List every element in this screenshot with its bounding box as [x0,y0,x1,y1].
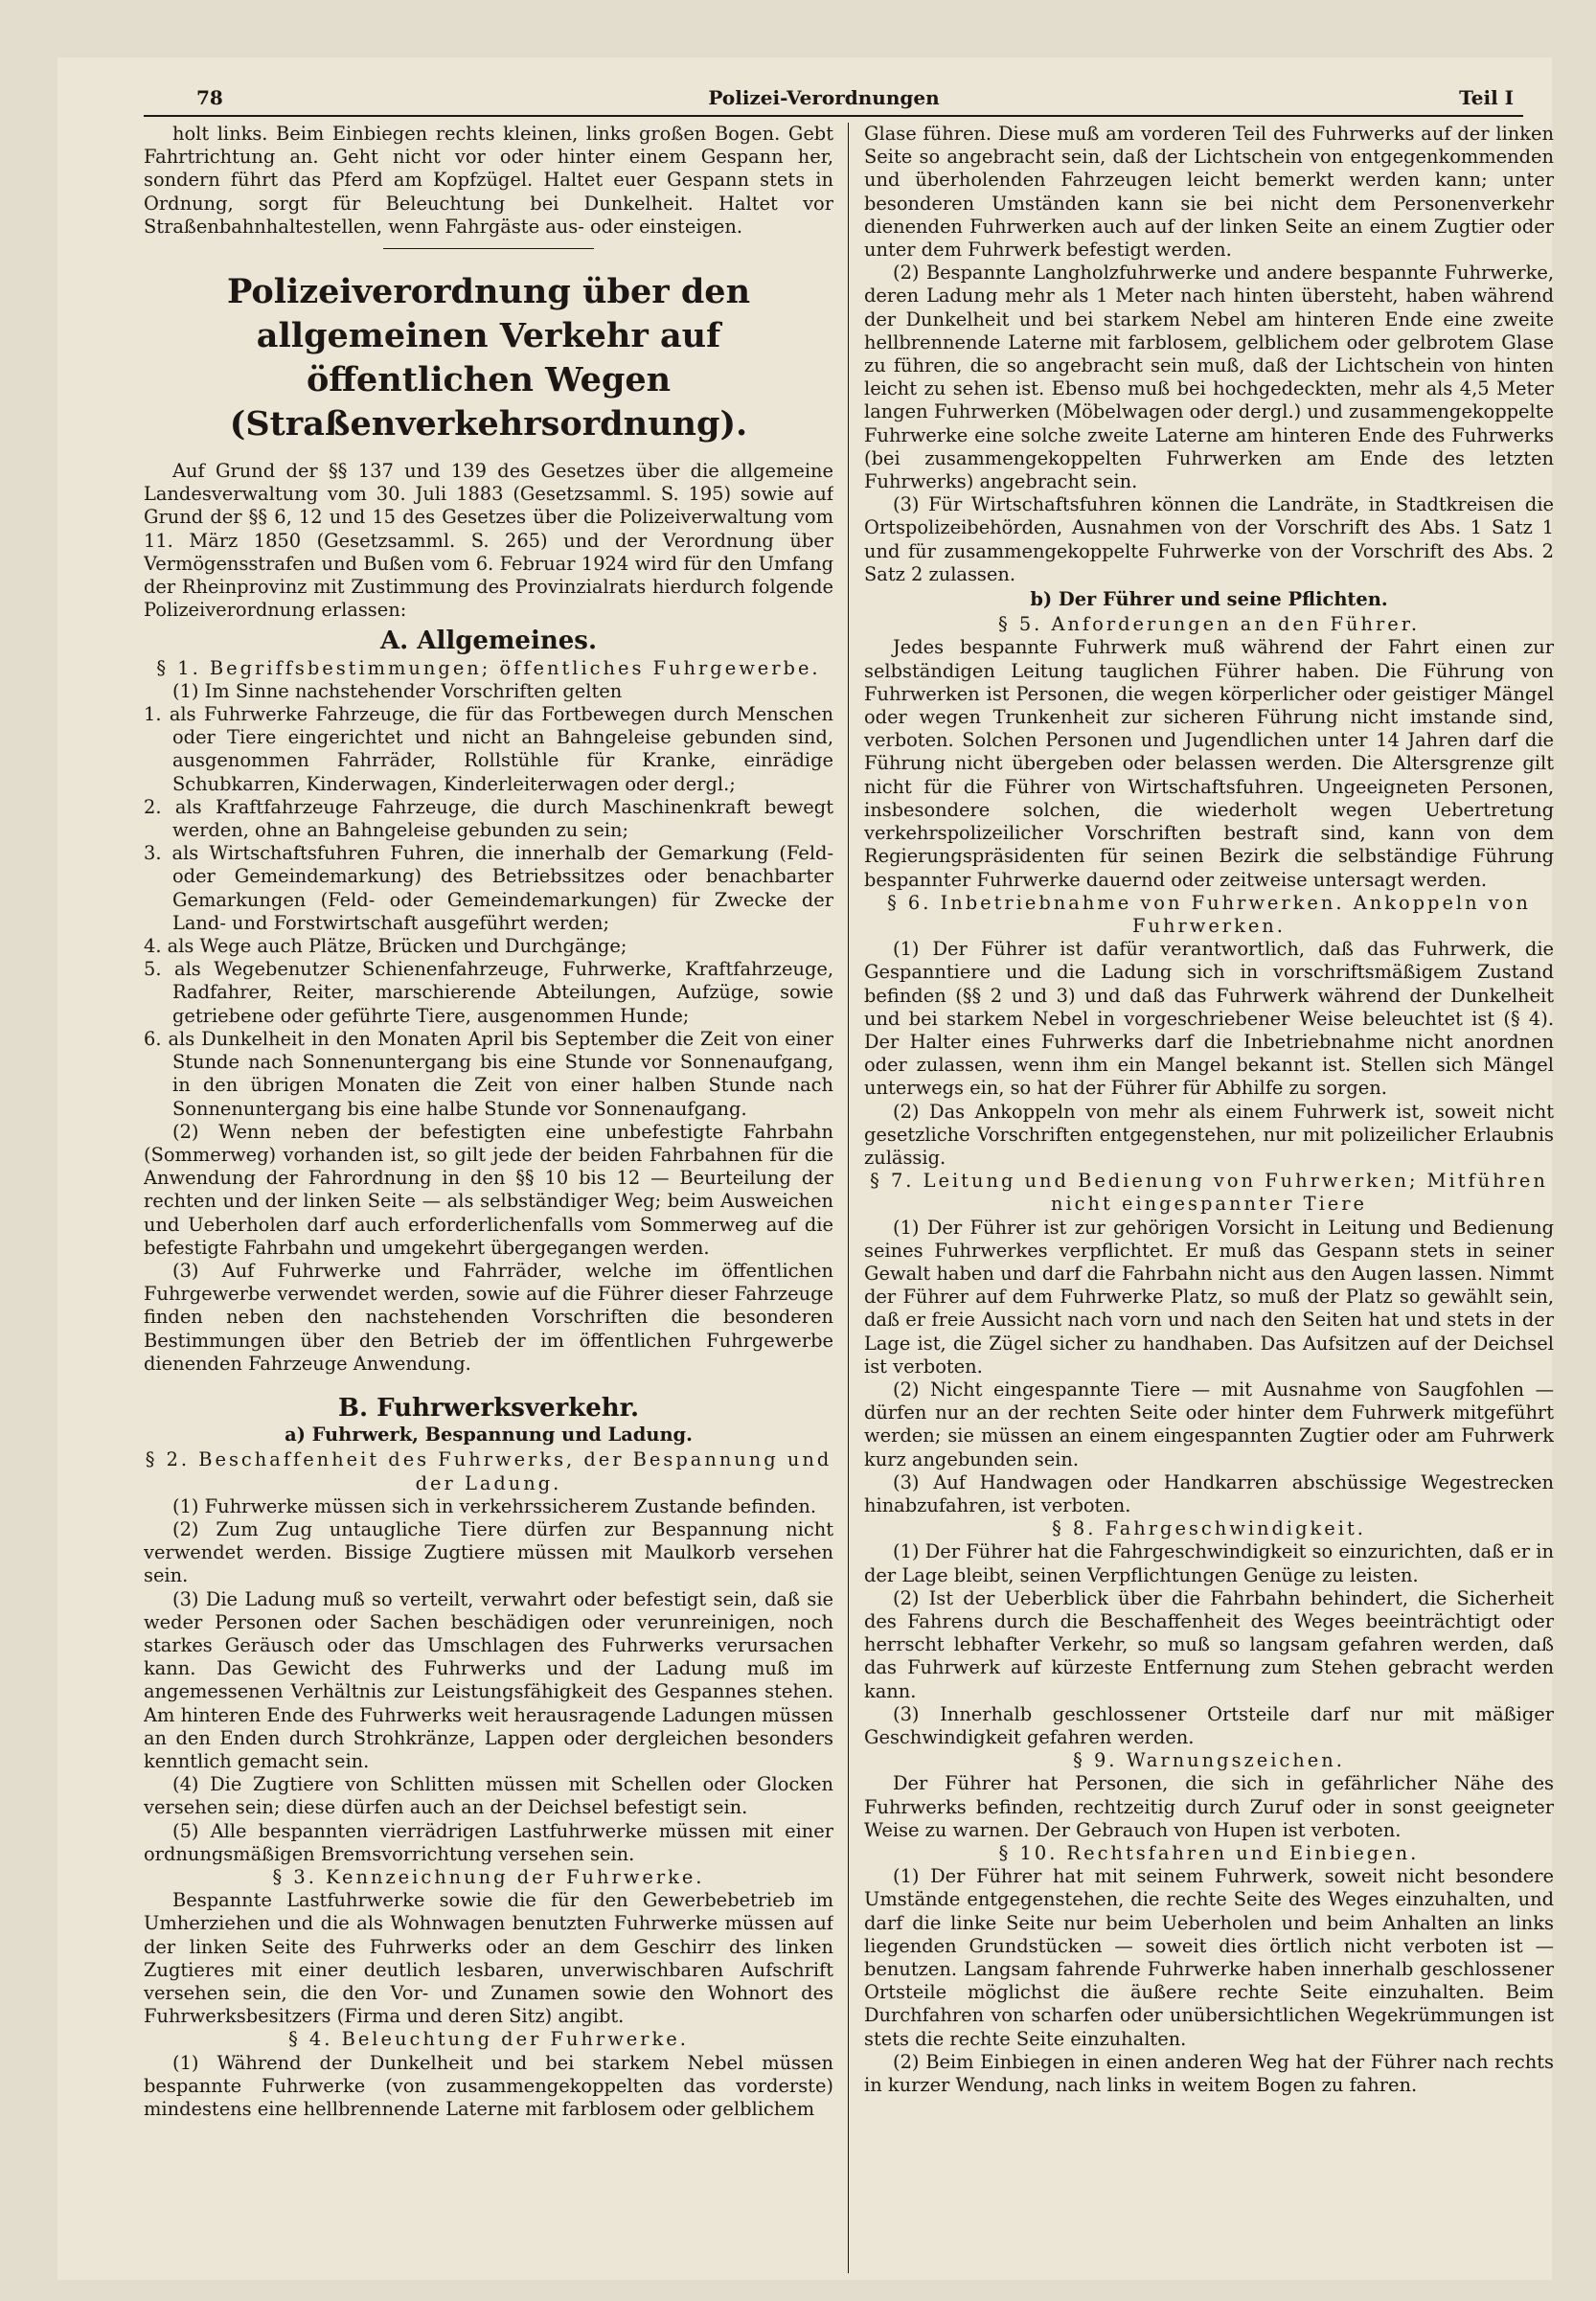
section-b-heading: B. Fuhrwerksverkehr. [337,1393,640,1423]
section-a-heading: A. Allgemeines. [380,627,597,656]
paragraph-text: (1) Der Führer hat die Fahrgeschwindigkeit so einzurichten, daß er in der Lage bleibt, seinen Verpflichtungen Genüge zu leisten. [864,1540,1554,1586]
header-rule [144,115,1523,117]
paragraph-10-title: § 10. Rechtsfahren und Einbiegen. [998,1842,1420,1865]
paragraph-text: (2) Ist der Ueberblick über die Fahrbahn behindert, die Sicherheit des Fahrens durch die Beschaffenheit des Weges beeinträchtigt oder herrscht lebhafter Verkehr, so muß so langsam gefahren werden, daß das Fuhrwerk auf kürzeste Entfernung zum Stehen gebracht werden kann. [864,1586,1554,1702]
spacer [144,1376,833,1389]
list-item: 5. als Wegebenutzer Schienenfahrzeuge, Fuhrwerke, Kraftfahrzeuge, Radfahrer, Reiter, marschierende Abteilungen, Aufzüge, sowie getriebene oder geführte Tiere, ausgenommen Hunde; [144,958,833,1027]
paragraph-8-title: § 8. Fahrgeschwindigkeit. [1052,1517,1366,1540]
paragraph-text: (3) Die Ladung muß so verteilt, verwahrt oder befestigt sein, daß sie weder Personen oder Sachen beschädigen oder verunreinigen, noch starkes Geräusch oder das Umschlagen des Fuhrwerks verursachen kann. Das Gewicht des Fuhrwerks und der Ladung muß im angemessenen Verhältnis zur Leistungsfähigkeit des Gespannes stehen. Am hinteren Ende des Fuhrwerks weit herausragende Ladungen müssen an den Enden durch Strohkränze, Lappen oder dergleichen besonders kenntlich gemacht sein. [144,1587,833,1772]
preamble: Auf Grund der §§ 137 und 139 des Gesetzes über die allgemeine Landesverwaltung vom 30. Juli 1883 (Gesetzsamml. S. 195) sowie auf Grund der §§ 6, 12 und 15 des Gesetzes über die Polizeiverwaltung vom 11. März 1850 (Gesetzsamml. S. 265) und der Verordnung über Vermögensstrafen und Bußen vom 6. Februar 1924 wird für den Umfang der Rheinprovinz mit Zustimmung des Provinzialrats hierdurch folgende Polizeiverordnung erlassen: [144,460,833,622]
paragraph-text: (2) Das Ankoppeln von mehr als einem Fuhrwerk ist, soweit nicht gesetzliche Vorschriften entgegenstehen, nur mit polizeilicher Erlaubnis zulässig. [864,1100,1554,1169]
column-divider [848,123,849,2273]
list-item: 4. als Wege auch Plätze, Brücken und Durchgänge; [144,935,627,958]
subsection-a-heading: a) Fuhrwerk, Bespannung und Ladung. [285,1424,693,1447]
paragraph-text: (1) Der Führer ist dafür verantwortlich, daß das Fuhrwerk, die Gespanntiere und die Ladung sich in vorschriftsmäßigem Zustand befinden (§§ 2 und 3) und daß das Fuhrwerk während der Dunkelheit und bei starkem Nebel in vorgeschriebener Weise beleuchtet ist (§ 4). Der Halter eines Fuhrwerks darf die Inbetriebnahme nicht anordnen oder zulassen, wenn ihm ein Mangel bekannt ist. Stellen sich Mängel unterwegs ein, so hat der Führer für Abhilfe zu sorgen. [864,938,1554,1100]
title-separator [383,248,594,249]
paragraph-text: (2) Nicht eingespannte Tiere — mit Ausnahme von Saugfohlen — dürfen nur an der rechten Seite oder hinter dem Fuhrwerk mitgeführt werden; sie müssen an einem eingespannten Zugtier oder am Fuhrwerk kurz angebunden sein. [864,1378,1554,1470]
paragraph-6-title: § 6. Inbetriebnahme von Fuhrwerken. Ankoppeln von Fuhrwerken. [887,891,1531,937]
list-item: 2. als Kraftfahrzeuge Fahrzeuge, die durch Maschinenkraft bewegt werden, ohne an Bahngeleise gebunden zu sein; [144,795,833,842]
list-item: 3. als Wirtschaftsfuhren Fuhren, die innerhalb der Gemarkung (Feld- oder Gemeindemarkung) des Betriebssitzes oder benachbarter Gemarkungen (Feld- oder Gemeindemarkungen) für Zwecke der Land- und Forstwirtschaft ausgeführt werden; [144,842,833,934]
paragraph-1-intro: (1) Im Sinne nachstehender Vorschriften gelten [172,679,623,702]
paragraph-text: (1) Der Führer ist zur gehörigen Vorsicht in Leitung und Bedienung seines Fuhrwerkes verpflichtet. Er muß das Gespann stets in seiner Gewalt haben und darf die Fahrbahn nicht aus den Augen lassen. Nimmt der Führer auf dem Fuhrwerke Platz, so muß der Platz so gewählt sein, daß er freie Aussicht nach vorn und nach den Seiten hat und stets in der Lage ist, die Zügel sicher zu handhaben. Das Aufsitzen auf der Deichsel ist verboten. [864,1216,1554,1378]
paragraph-4-sub-2: (2) Bespannte Langholzfuhrwerke und andere bespannte Fuhrwerke, deren Ladung mehr als 1 Meter nach hinten übersteht, haben während der Dunkelheit und bei starkem Nebel am hinteren Ende eine zweite hellbrennende Laterne mit farblosem, gelblichem oder gelbrotem Glase zu führen, die so angebracht sein muß, daß der Lichtschein von hinten leicht zu sehen ist. Ebenso muß bei hochgedeckten, mehr als 4,5 Meter langen Fuhrwerken (Möbelwagen oder dergl.) und zusammengekoppelte Fuhrwerke eine solche zweite Laterne am hinteren Ende des Fuhrwerks (bei zusammengekoppelten Fuhrwerken am Ende des letzten Fuhrwerks) angebracht sein. [864,262,1554,493]
paragraph-7-title: § 7. Leitung und Bedienung von Fuhrwerken; Mitführen nicht eingespannter Tiere [870,1170,1548,1216]
left-column [144,123,833,2273]
paragraph-5-title: § 5. Anforderungen an den Führer. [997,613,1421,636]
list-item: 6. als Dunkelheit in den Monaten April bis September die Zeit von einer Stunde nach Sonnenuntergang bis eine Stunde vor Sonnenaufgang, in den übrigen Monaten die Zeit von einer halben Stunde nach Sonnenuntergang bis eine halbe Stunde vor Sonnenaufgang. [144,1027,833,1120]
paragraph-9-text: Der Führer hat Personen, die sich in gefährlicher Nähe des Fuhrwerks befinden, rechtzeitig durch Zuruf oder in sonst geeigneter Weise zu warnen. Der Gebrauch von Hupen ist verboten. [864,1772,1554,1841]
subsection-b-heading: b) Der Führer und seine Pflichten. [1030,588,1388,611]
paragraph-text: (1) Fuhrwerke müssen sich in verkehrssicherem Zustande befinden. [172,1494,817,1517]
paragraph-text: (5) Alle bespannten vierrädrigen Lastfuhrwerke müssen mit einer ordnungsmäßigen Bremsvorrichtung versehen sein. [144,1819,833,1865]
paragraph-3-title: § 3. Kennzeichnung der Fuhrwerke. [272,1866,705,1888]
part-label: Teil I [1459,86,1514,109]
main-title: Polizeiverordnung über den allgemeinen Verkehr auf öffentlichen Wegen (Straßenverkehrsordnung). [226,272,751,444]
paragraph-4-sub-3: (3) Für Wirtschaftsfuhren können die Landräte, in Stadtkreisen die Ortspolizeibehörden, Ausnahmen von der Vorschrift des Abs. 1 Satz 1 und für zusammengekoppelte Fuhrwerke von der Vorschrift des Abs. 2 Satz 2 zulassen. [864,493,1554,585]
paragraph-9-title: § 9. Warnungszeichen. [1073,1749,1345,1772]
paragraph-1-sub-3: (3) Auf Fuhrwerke und Fahrräder, welche im öffentlichen Fuhrgewerbe verwendet werden, sowie auf die Führer dieser Fahrzeuge finden neben den nachstehenden Vorschriften die besonderen Bestimmungen über den Betrieb der im öffentlichen Fuhrgewerbe dienenden Fahrzeuge Anwendung. [144,1259,833,1375]
paragraph-text: (2) Zum Zug untaugliche Tiere dürfen zur Bespannung nicht verwendet werden. Bissige Zugtiere müssen mit Maulkorb versehen sein. [144,1517,833,1587]
paragraph-text: (4) Die Zugtiere von Schlitten müssen mit Schellen oder Glocken versehen sein; diese dürfen auch an der Deichsel befestigt sein. [144,1773,833,1819]
paragraph-2-title: § 2. Beschaffenheit des Fuhrwerks, der Bespannung und der Ladung. [145,1448,832,1494]
paragraph-1-title: § 1. Begriffsbestimmungen; öffentliches Fuhrgewerbe. [156,656,821,679]
page-number: 78 [196,86,223,109]
paragraph-text: (2) Beim Einbiegen in einen anderen Weg hat der Führer nach rechts in kurzer Wendung, nach links in weitem Bogen zu fahren. [864,2050,1554,2097]
paragraph-5-text: Jedes bespannte Fuhrwerk muß während der Fahrt einen zur selbständigen Leitung tauglichen Führer haben. Die Führung von Fuhrwerken ist Personen, die wegen körperlicher oder geistiger Mängel oder wegen Trunkenheit zur sicheren Führung nicht imstande sind, verboten. Solchen Personen und Jugendlichen unter 14 Jahren darf die Führung nicht übergeben oder belassen werden. Die Altersgrenze gilt nicht für die Führer von Wirtschaftsfuhren. Ungeeigneten Personen, insbesondere solchen, die wiederholt wegen Uebertretung verkehrspolizeilicher Vorschriften bestraft sind, kann von dem Regierungspräsidenten für seinen Bezirk die selbständige Führung bespannter Fuhrwerke dauernd oder zeitweise untersagt werden. [864,636,1554,891]
paragraph-4-title: § 4. Beleuchtung der Fuhrwerke. [288,2028,689,2051]
running-title: Polizei-Verordnungen [708,86,940,109]
list-item: 1. als Fuhrwerke Fahrzeuge, die für das Fortbewegen durch Menschen oder Tiere eingerichtet und nicht an Bahngeleise gebunden sind, ausgenommen Fahrräder, Rollstühle für Kranke, einrädige Schubkarren, Kinderwagen, Kinderleiterwagen oder dergl.; [144,703,833,795]
right-column [864,123,1554,2273]
paragraph-text: (1) Der Führer hat mit seinem Fuhrwerk, soweit nicht besondere Umstände entgegenstehen, die rechte Seite des Weges einzuhalten, und darf die linke Seite nur beim Ueberholen und beim Anhalten an links liegenden Grundstücken — soweit dies örtlich nicht verboten ist — benutzen. Langsam fahrende Fuhrwerke haben innerhalb geschlossener Ortsteile möglichst die äußere rechte Seite einzuhalten. Beim Durchfahren von scharfen oder unübersichtlichen Wegekrümmungen ist stets die rechte Seite einzuhalten. [864,1865,1554,2050]
intro-text: holt links. Beim Einbiegen rechts kleinen, links großen Bogen. Gebt Fahrtrichtung an. Geht nicht vor oder hinter einem Gespann her, sondern führt das Pferd am Kopfzügel. Haltet euer Gespann stets in Ordnung, sorgt für Beleuchtung bei Dunkelheit. Haltet vor Straßenbahnhaltestellen, wenn Fahrgäste aus- oder einsteigen. [144,123,833,238]
continuation-text: Glase führen. Diese muß am vorderen Teil des Fuhrwerks auf der linken Seite so angebracht sein, daß der Lichtschein von entgegenkommenden und überholenden Fahrzeugen leicht bemerkt werden kann; unter besonderen Umständen kann sie bei nicht dem Personenverkehr dienenden Fuhrwerken auch auf der linken Seite an einem Zugtier oder unter dem Fuhrwerk befestigt werden. [864,123,1554,262]
paragraph-1-sub-2: (2) Wenn neben der befestigten eine unbefestigte Fahrbahn (Sommerweg) vorhanden ist, so gilt jede der beiden Fahrbahnen für die Anwendung der Fahrordnung in den §§ 10 bis 12 — Beurteilung der rechten und der linken Seite — als selbständiger Weg; beim Ausweichen und Ueberholen darf auch erforderlichenfalls vom Sommerweg auf die befestigte Fahrbahn und umgekehrt übergegangen werden. [144,1120,833,1259]
page-header [134,86,1514,119]
paragraph-4-sub-1: (1) Während der Dunkelheit und bei starkem Nebel müssen bespannte Fuhrwerke (von zusammengekoppelten das vorderste) mindestens eine hellbrennende Laterne mit farblosem oder gelblichem [144,2051,833,2121]
paragraph-text: (3) Auf Handwagen oder Handkarren abschüssige Wegestrecken hinabzufahren, ist verboten. [864,1470,1554,1516]
paragraph-text: (3) Innerhalb geschlossener Ortsteile darf nur mit mäßiger Geschwindigkeit gefahren werden. [864,1702,1554,1749]
paragraph-3-text: Bespannte Lastfuhrwerke sowie die für den Gewerbebetrieb im Umherziehen und die als Wohnwagen benutzten Fuhrwerke müssen auf der linken Seite des Fuhrwerks oder an dem Geschirr des linken Zugtieres mit einer deutlich lesbaren, unverwischbaren Aufschrift versehen sein, die den Vor- und Zunamen sowie den Wohnort des Fuhrwerksbesitzers (Firma und deren Sitz) angibt. [144,1889,833,2028]
